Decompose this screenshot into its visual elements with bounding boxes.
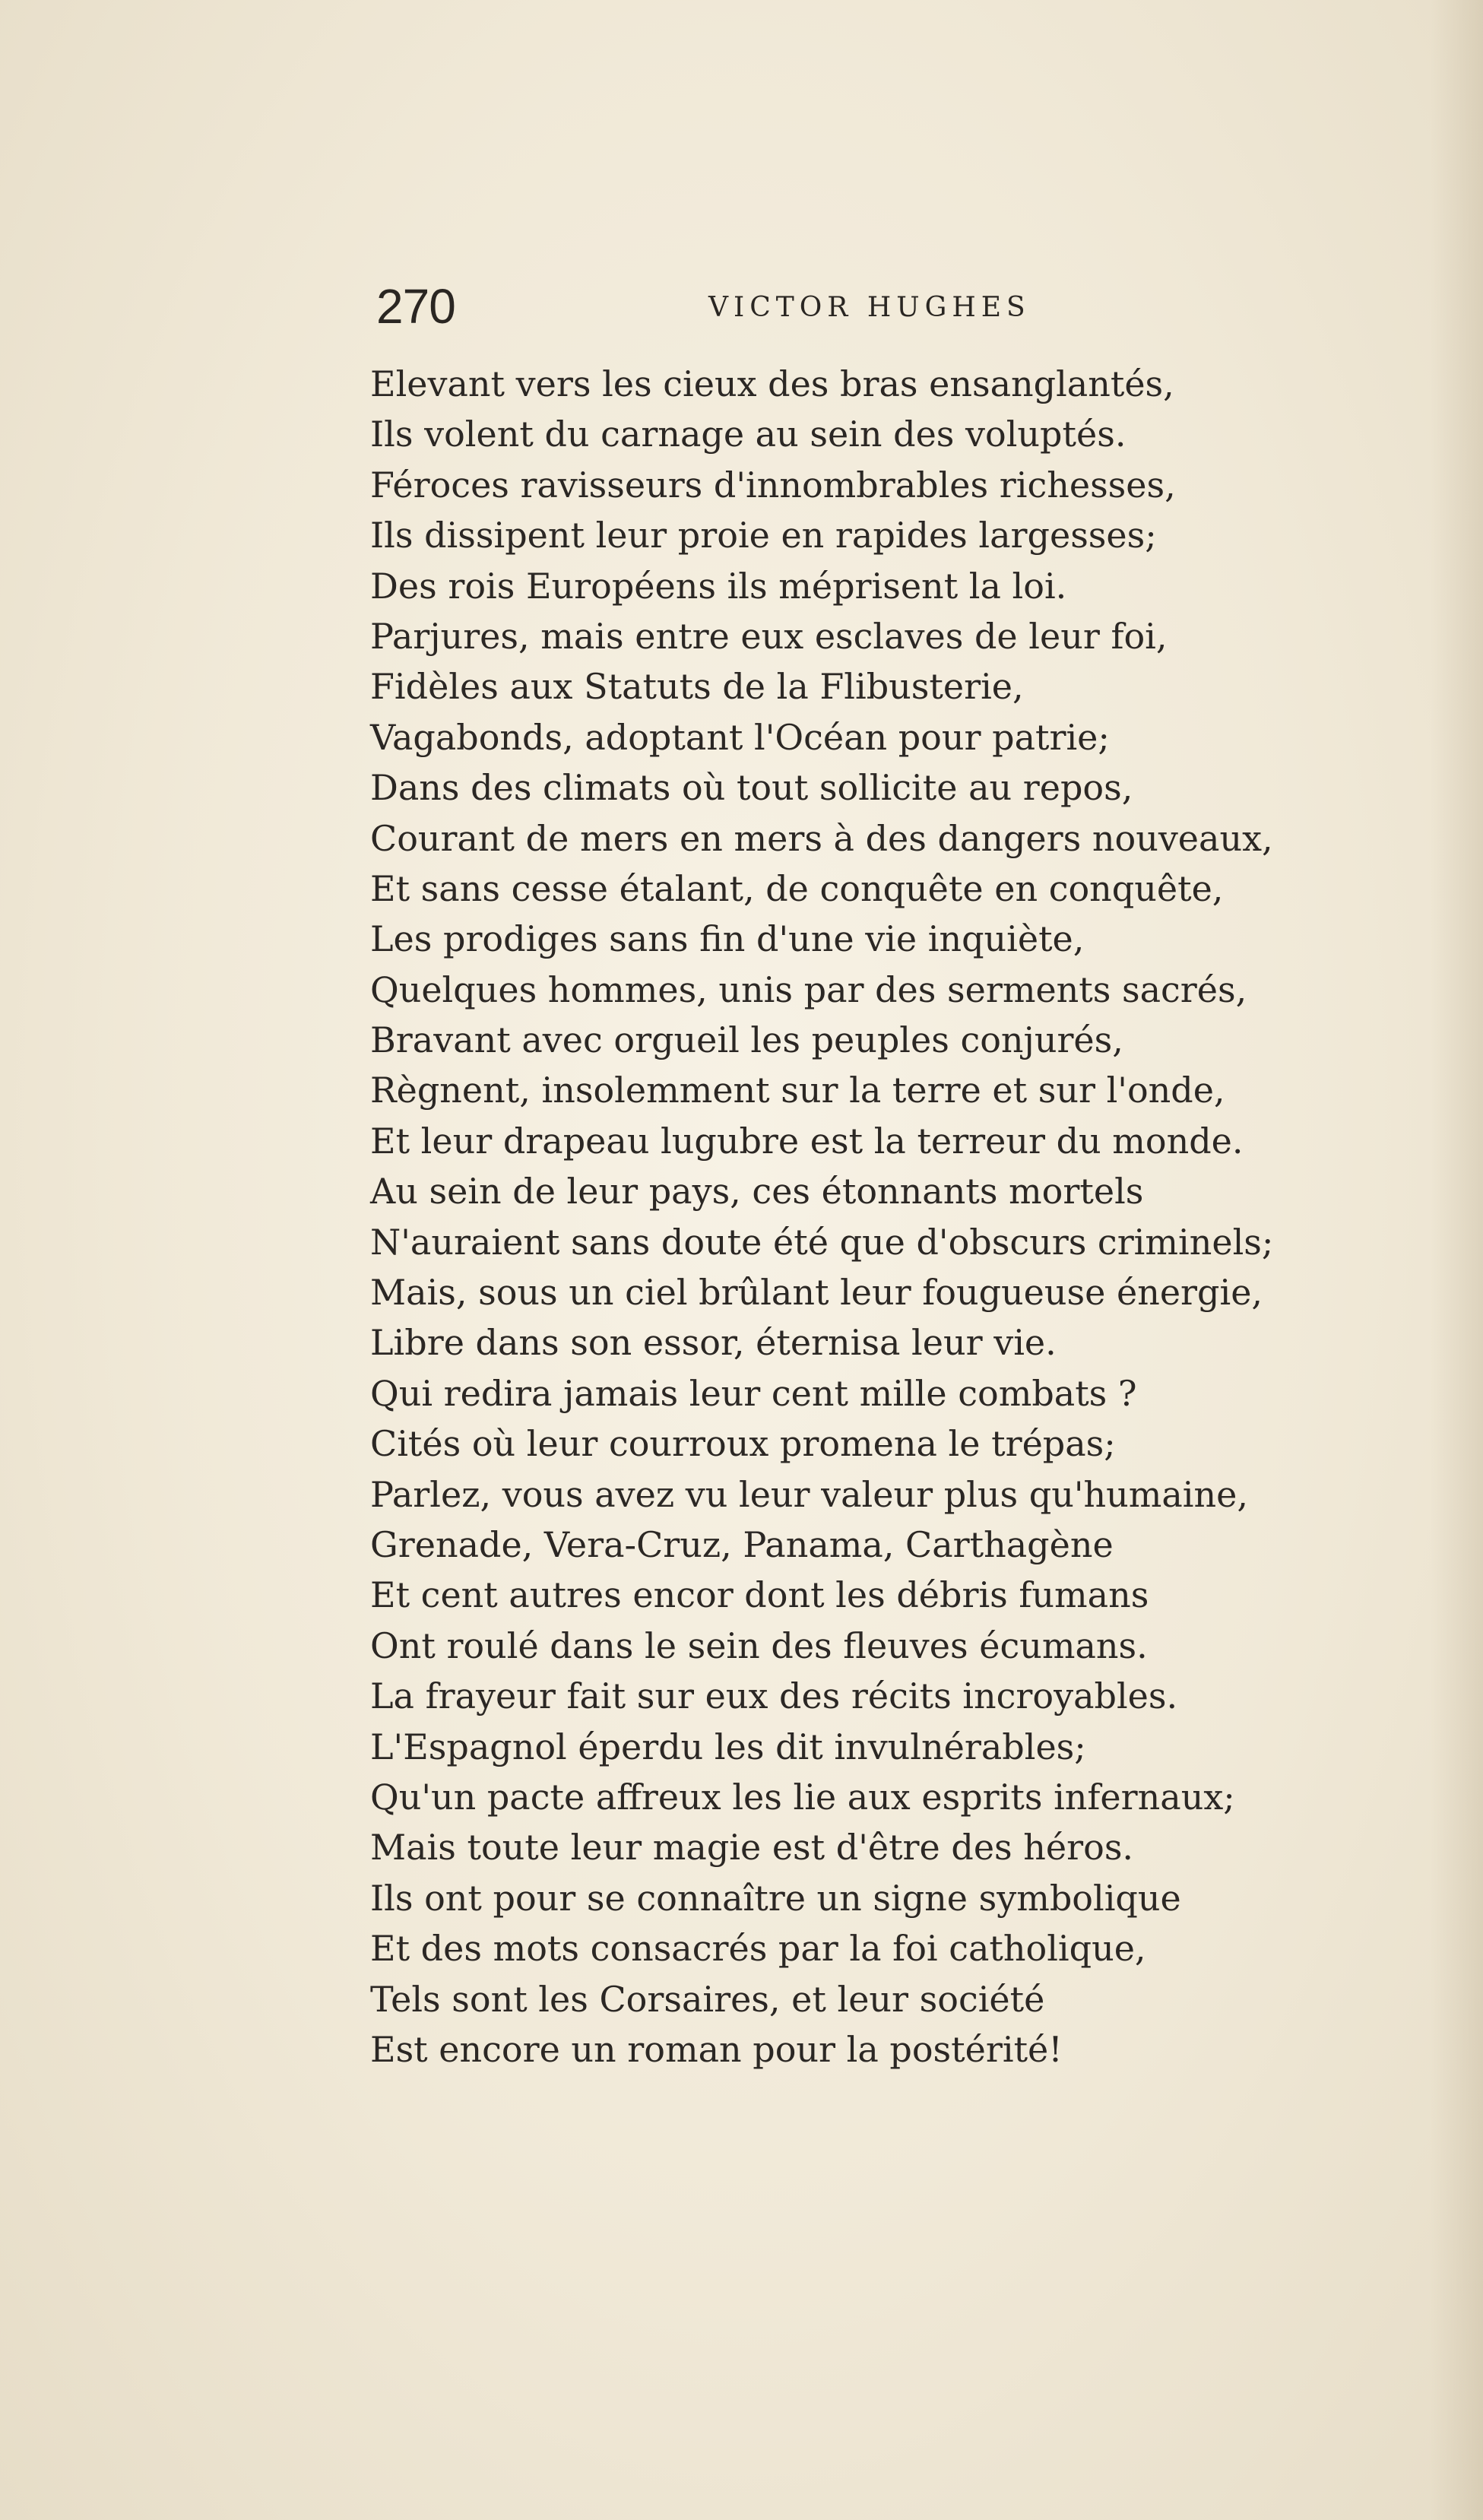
poem-line: Parjures, mais entre eux esclaves de leur foi,: [370, 615, 1168, 657]
poem-line: Mais toute leur magie est d'être des héros.: [370, 1827, 1134, 1869]
poem-line: Bravant avec orgueil les peuples conjurés,: [370, 1019, 1123, 1061]
poem-line: Parlez, vous avez vu leur valeur plus qu'humaine,: [370, 1473, 1248, 1515]
poem-line: Est encore un roman pour la postérité!: [370, 2028, 1063, 2070]
poem-line: Ils volent du carnage au sein des voluptés.: [370, 414, 1127, 455]
poem-line: Et des mots consacrés par la foi catholique,: [370, 1928, 1146, 1970]
page-number: 270: [376, 279, 455, 334]
poem-line: Et leur drapeau lugubre est la terreur du monde.: [370, 1120, 1244, 1162]
poem-line: Courant de mers en mers à des dangers nouveaux,: [370, 817, 1273, 859]
poem-line: Dans des climats où tout sollicite au repos,: [370, 767, 1133, 809]
poem-line: Cités où leur courroux promena le trépas;: [370, 1423, 1116, 1465]
poem-line: Qu'un pacte affreux les lie aux esprits infernaux;: [370, 1776, 1235, 1818]
poem-line: Au sein de leur pays, ces étonnants mortels: [370, 1171, 1144, 1212]
poem-line: Règnent, insolemment sur la terre et sur l'onde,: [370, 1070, 1225, 1111]
poem-line: L'Espagnol éperdu les dit invulnérables;: [370, 1726, 1086, 1767]
poem-line: Des rois Européens ils méprisent la loi.: [370, 565, 1067, 607]
poem-line: Grenade, Vera-Cruz, Panama, Carthagène: [370, 1523, 1114, 1565]
poem-body: [370, 359, 1396, 2075]
poem-line: Fidèles aux Statuts de la Flibusterie,: [370, 666, 1024, 708]
poem-line: Ont roulé dans le sein des fleuves écumans.: [370, 1625, 1148, 1666]
poem-line: Les prodiges sans fin d'une vie inquiète,: [370, 918, 1085, 960]
poem-line: Et cent autres encor dont les débris fumans: [370, 1574, 1149, 1616]
poem-line: Tels sont les Corsaires, et leur société: [370, 1978, 1045, 2020]
poem-line: La frayeur fait sur eux des récits incroyables.: [370, 1675, 1178, 1717]
poem-line: Mais, sous un ciel brûlant leur fougueuse énergie,: [370, 1272, 1263, 1314]
poem-line: N'auraient sans doute été que d'obscurs criminels;: [370, 1221, 1274, 1263]
poem-line: Qui redira jamais leur cent mille combats ?: [370, 1372, 1137, 1414]
poem-line: Ils ont pour se connaître un signe symbolique: [370, 1877, 1181, 1919]
poem-line: Quelques hommes, unis par des serments sacrés,: [370, 968, 1247, 1010]
poem-line: Elevant vers les cieux des bras ensanglantés,: [370, 363, 1174, 404]
poem-line: Féroces ravisseurs d'innombrables richesses,: [370, 464, 1176, 506]
poem-line: Vagabonds, adoptant l'Océan pour patrie;: [370, 716, 1110, 758]
poem-line: Et sans cesse étalant, de conquête en conquête,: [370, 867, 1224, 909]
running-head: [376, 272, 1136, 341]
running-title: VICTOR HUGHES: [708, 292, 1031, 323]
poem-line: Ils dissipent leur proie en rapides largesses;: [370, 515, 1157, 556]
poem-line: Libre dans son essor, éternisa leur vie.: [370, 1322, 1057, 1364]
